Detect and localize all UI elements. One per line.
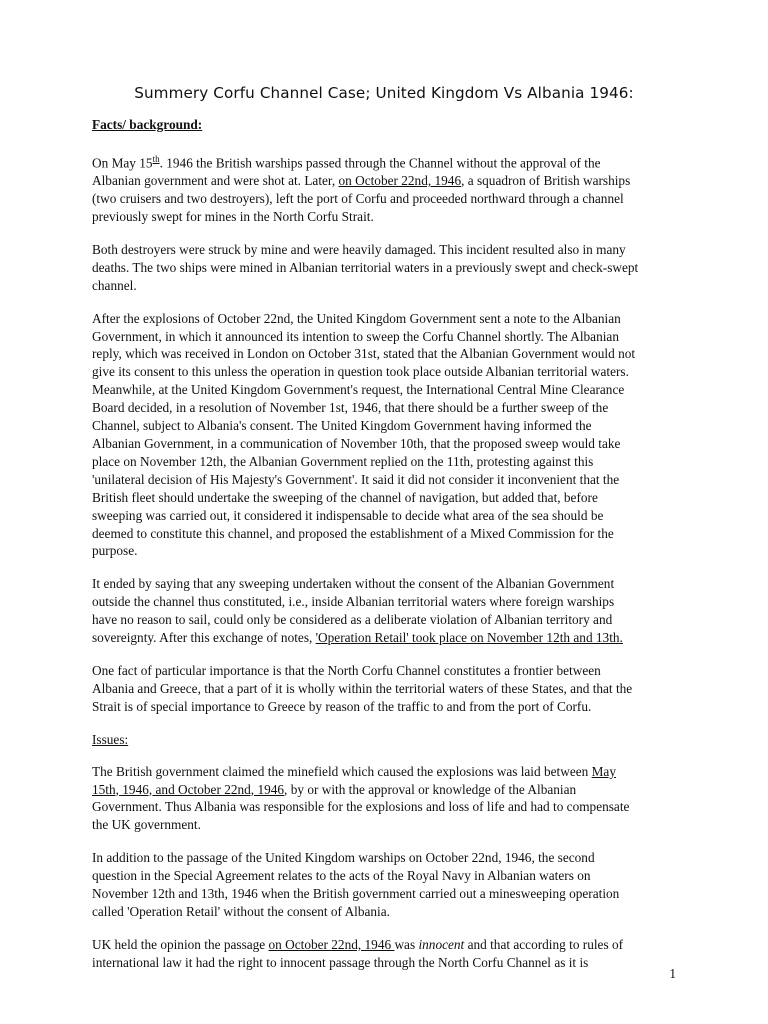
underlined-date: 15th, 1946, and October 22nd, 1946 [92, 781, 285, 797]
text-run: was [394, 936, 419, 952]
text-line: Strait is of special importance to Greece by reason of the traffic to and from the port of Corfu. [92, 698, 592, 714]
text-line: Both destroyers were struck by mine and were heavily damaged. This incident resulted also in many [92, 241, 626, 257]
text-line: Albanian Government, in a communication of November 10th, that the proposed sweep would take [92, 436, 621, 452]
paragraph-4 [92, 575, 692, 647]
text-line: outside the channel thus constituted, i.e., inside Albanian territorial waters where foreign warships [92, 594, 615, 610]
text-line: Albania and Greece, that a part of it is wholly within the territorial waters of these States, and that the [92, 680, 633, 696]
paragraph-1 [92, 151, 692, 226]
text-line [92, 172, 692, 190]
text-run: , by or with the approval or knowledge of the Albanian [284, 781, 577, 797]
text-line: sweeping was carried out, it considered it indispensable to decide what area of the sea should be [92, 507, 604, 523]
underlined-date: on October 22nd, 1946 [268, 936, 395, 952]
text-line: It ended by saying that any sweeping undertaken without the consent of the Albanian Government [92, 576, 615, 592]
text-line: (two cruisers and two destroyers), left the port of Corfu and proceeded northward through a channel [92, 191, 624, 207]
text-line [92, 151, 692, 172]
text-line: reply, which was received in London on October 31st, stated that the Albanian Government would not [92, 346, 636, 362]
text-line: previously swept for mines in the North Corfu Strait. [92, 209, 374, 225]
text-line: place on November 12th, the Albanian Government replied on the 11th, protesting against this [92, 453, 594, 469]
text-line [92, 763, 692, 781]
paragraph-2 [92, 241, 692, 295]
text-line [92, 781, 692, 799]
text-line: Government. Thus Albania was responsible for the explosions and loss of life and had to compensate [92, 799, 630, 815]
text-line: purpose. [92, 543, 138, 559]
page-number: 1 [669, 966, 676, 981]
superscript-run: th [152, 153, 160, 164]
text-line: British fleet should undertake the sweeping of the channel of navigation, but added that, before [92, 489, 598, 505]
text-line: have no reason to sail, could only be considered as a deliberate violation of Albanian territory and [92, 612, 613, 628]
text-line: Meanwhile, at the United Kingdom Government's request, the International Central Mine Clearance [92, 382, 625, 398]
text-run: On May 15 [92, 155, 153, 171]
text-line: international law it had the right to innocent passage through the North Corfu Channel as it is [92, 954, 589, 970]
paragraph-8 [92, 936, 692, 972]
paragraph-6 [92, 763, 692, 835]
text-line [92, 936, 692, 954]
text-line: channel. [92, 277, 137, 293]
text-run: Albanian government and were shot at. Later, [92, 173, 339, 189]
section-heading-facts: Facts/ background: [92, 117, 203, 132]
text-line: Board decided, in a resolution of November 1st, 1946, that there should be a further sweep of the [92, 400, 609, 416]
text-run: The British government claimed the minefield which caused the explosions was laid between [92, 763, 592, 779]
text-line: After the explosions of October 22nd, the United Kingdom Government sent a note to the Albanian [92, 310, 621, 326]
text-line [92, 629, 692, 647]
text-line: One fact of particular importance is that the North Corfu Channel constitutes a frontier between [92, 662, 601, 678]
text-line: the UK government. [92, 817, 201, 833]
text-line: deemed to constitute this channel, and proposed the establishment of a Mixed Commission for the [92, 525, 614, 541]
text-line: 'unilateral decision of His Majesty's Government'. It said it did not consider it inconvenient that the [92, 471, 620, 487]
text-run: sovereignty. After this exchange of notes, [92, 630, 316, 646]
document-title: Summery Corfu Channel Case; United Kingdom Vs Albania 1946: [134, 84, 634, 102]
text-line: Government, in which it announced its intention to sweep the Corfu Channel shortly. The Albanian [92, 328, 619, 344]
document-body [92, 116, 692, 987]
text-line: November 12th and 13th, 1946 when the British government carried out a minesweeping operation [92, 886, 620, 902]
text-run: . 1946 the British warships passed through the Channel without the approval of the [159, 155, 601, 171]
underlined-date: on October 22nd, 1946 [338, 173, 462, 189]
text-line: Channel, subject to Albania's consent. The United Kingdom Government having informed the [92, 418, 592, 434]
text-line: called 'Operation Retail' without the consent of Albania. [92, 903, 390, 919]
text-run: UK held the opinion the passage [92, 936, 269, 952]
text-line: question in the Special Agreement relates to the acts of the Royal Navy in Albanian waters on [92, 868, 591, 884]
text-run: and that according to rules of [464, 936, 624, 952]
section-heading-issues: Issues: [92, 731, 129, 747]
italic-word: innocent [418, 936, 465, 952]
underlined-phrase: 'Operation Retail' took place on November 12th and 13th. [315, 630, 623, 646]
text-line: give its consent to this unless the operation in question took place outside Albanian territorial waters. [92, 364, 629, 380]
paragraph-5 [92, 662, 692, 716]
text-line: deaths. The two ships were mined in Albanian territorial waters in a previously swept and check-swept [92, 259, 639, 275]
text-run: , a squadron of British warships [461, 173, 631, 189]
underlined-date: May [591, 763, 616, 779]
paragraph-7 [92, 849, 692, 921]
paragraph-3 [92, 310, 692, 561]
text-line: In addition to the passage of the United Kingdom warships on October 22nd, 1946, the second [92, 850, 595, 866]
